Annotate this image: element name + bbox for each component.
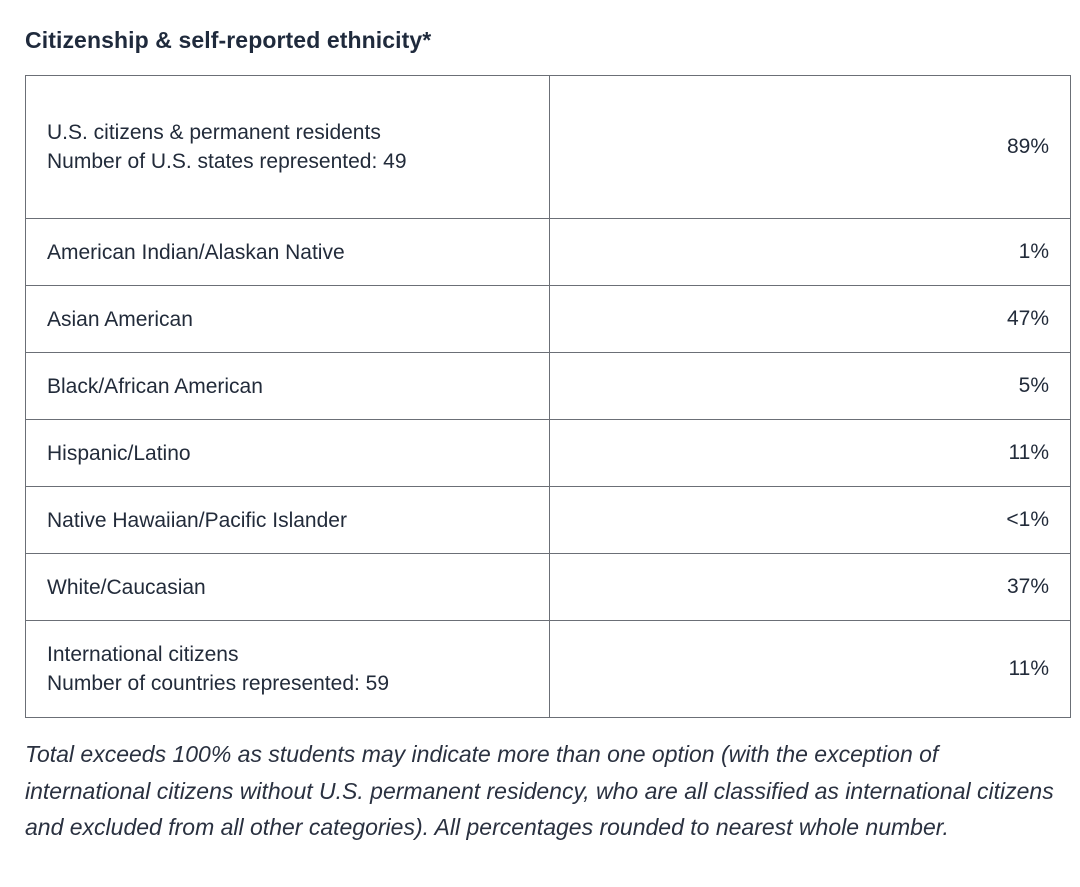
row-value: 37%: [550, 554, 1071, 621]
ethnicity-table: [25, 75, 1071, 718]
table-row: [26, 286, 1071, 353]
table-row: [26, 487, 1071, 554]
table-row: [26, 219, 1071, 286]
row-label: Black/African American: [26, 353, 550, 420]
row-sublabel: Number of countries represented: 59: [47, 672, 390, 695]
row-value: 5%: [550, 353, 1071, 420]
row-value: 47%: [550, 286, 1071, 353]
row-label: American Indian/Alaskan Native: [26, 219, 550, 286]
table-row: [26, 353, 1071, 420]
row-value: 1%: [550, 219, 1071, 286]
row-label: U.S. citizens & permanent residents: [47, 121, 381, 144]
row-label: White/Caucasian: [26, 554, 550, 621]
table-row: [26, 420, 1071, 487]
row-label: Native Hawaiian/Pacific Islander: [26, 487, 550, 554]
row-label-cell: [26, 76, 550, 219]
table-row: [26, 554, 1071, 621]
row-value: 11%: [550, 420, 1071, 487]
table-row: [26, 621, 1071, 718]
row-value: <1%: [550, 487, 1071, 554]
row-value: 11%: [550, 621, 1071, 718]
row-sublabel: Number of U.S. states represented: 49: [47, 150, 407, 173]
table-row: [26, 76, 1071, 219]
footnote: Total exceeds 100% as students may indicate more than one option (with the exception of international citizens without U.S. permanent residency, who are all classified as international citizens and excluded from all other categories). All percentages rounded to nearest whole number.: [25, 741, 1054, 840]
row-label: Asian American: [26, 286, 550, 353]
row-label: Hispanic/Latino: [26, 420, 550, 487]
row-label: International citizens: [47, 643, 239, 666]
section-heading: Citizenship & self-reported ethnicity*: [25, 27, 432, 53]
row-label-cell: [26, 621, 550, 718]
row-value: 89%: [550, 76, 1071, 219]
